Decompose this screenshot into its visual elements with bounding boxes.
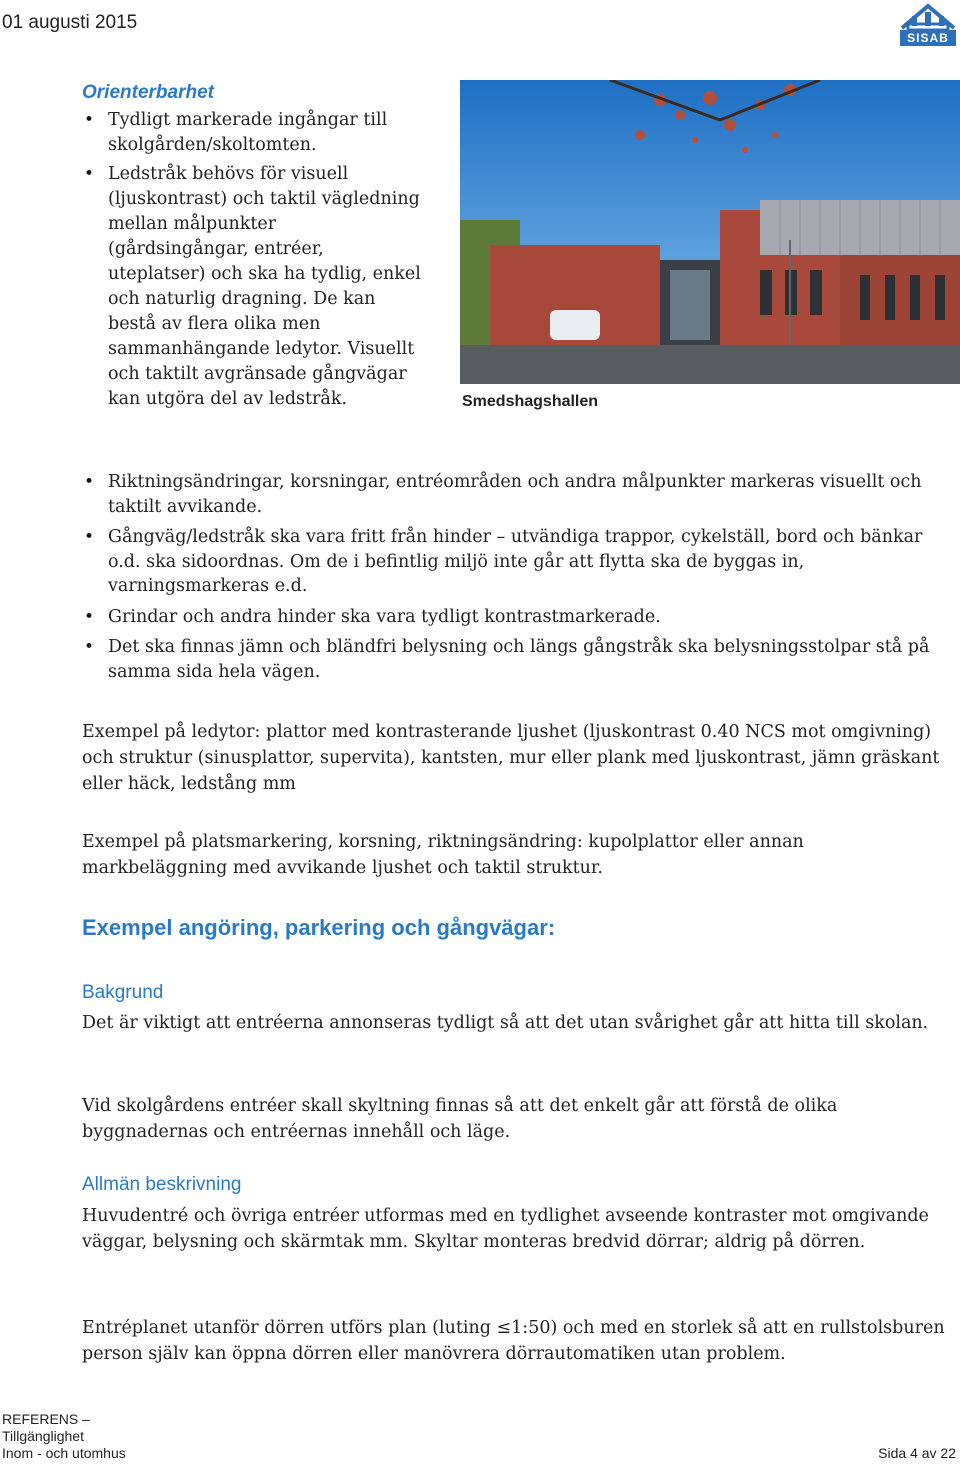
paragraph-ledytor: Exempel på ledytor: plattor med kontrasterande ljushet (ljuskontrast 0.40 NCS mot omgivning) och struktur (sinusplattor, supervita), kantsten, mur eller plank med ljuskontrast, jämn gräskant eller häck, ledstång mm <box>82 722 940 794</box>
paragraph-platsmarkering: Exempel på platsmarkering, korsning, riktningsändring: kupolplattor eller annan markbeläggning med avvikande ljushet och taktil struktur. <box>82 832 804 878</box>
photo-caption: Smedshagshallen <box>462 393 599 410</box>
list-item: • Gångväg/ledstråk ska vara fritt från hinder – utvändiga trappor, cykelställ, bord och bänkar o.d. ska sidoordnas. Om de i befintlig miljö inte går att flytta ska de byggas in, varningsmarkeras e.d. <box>82 525 952 599</box>
paragraph-allman-1: Huvudentré och övriga entréer utformas med en tydlighet avseende kontraster mot omgivande väggar, belysning och skärmtak mm. Skyltar monteras bredvid dörrar; aldrig på dörren. <box>82 1206 929 1252</box>
list-item: • Det ska finnas jämn och bländfri belysning och längs gångstråk ska belysningsstolpar stå på samma sida hela vägen. <box>82 635 952 684</box>
footer-reference <box>2 1411 126 1462</box>
section-heading-orienterbarhet: Orienterbarhet <box>82 82 214 103</box>
page-number: Sida 4 av 22 <box>878 1445 956 1461</box>
section-heading-exempel: Exempel angöring, parkering och gångvägar: <box>82 915 556 940</box>
orientation-list <box>82 108 422 416</box>
list-item: • Ledstråk behövs för visuell (ljuskontrast) och taktil vägledning mellan målpunkter (gårdsingångar, entréer, uteplatser) och ska ha tydlig, enkel och naturlig dragning. De kan bestå av flera olika men sammanhängande ledytor. Visuellt och taktilt avgränsade gångvägar kan utgöra del av ledstråk. <box>82 162 422 412</box>
footer-line: REFERENS – <box>2 1411 90 1427</box>
subheading-allman-beskrivning: Allmän beskrivning <box>82 1174 242 1195</box>
logo-text: SISAB <box>900 30 956 46</box>
subheading-bakgrund: Bakgrund <box>82 982 164 1003</box>
building-photo <box>460 80 960 384</box>
paragraph-bakgrund-2: Vid skolgårdens entréer skall skyltning finnas så att det enkelt går att förstå de olika byggnadernas och entréernas innehåll och läge. <box>82 1096 838 1142</box>
list-item: • Grindar och andra hinder ska vara tydligt kontrastmarkerade. <box>82 605 952 630</box>
document-date: 01 augusti 2015 <box>2 12 138 33</box>
paragraph-bakgrund-1: Det är viktigt att entréerna annonseras tydligt så att det utan svårighet går att hitta till skolan. <box>82 1013 929 1033</box>
footer-line: Tillgänglighet <box>2 1428 84 1444</box>
footer-line: Inom - och utomhus <box>2 1445 126 1461</box>
requirements-list <box>82 470 952 690</box>
paragraph-allman-2: Entréplanet utanför dörren utförs plan (luting ≤1:50) och med en storlek så att en rullstolsburen person själv kan öppna dörren eller manövrera dörrautomatiken utan problem. <box>82 1318 945 1364</box>
list-item: • Riktningsändringar, korsningar, entréområden och andra målpunkter markeras visuellt och taktilt avvikande. <box>82 470 952 519</box>
list-item: • Tydligt markerade ingångar till skolgården/skoltomten. <box>82 108 422 158</box>
